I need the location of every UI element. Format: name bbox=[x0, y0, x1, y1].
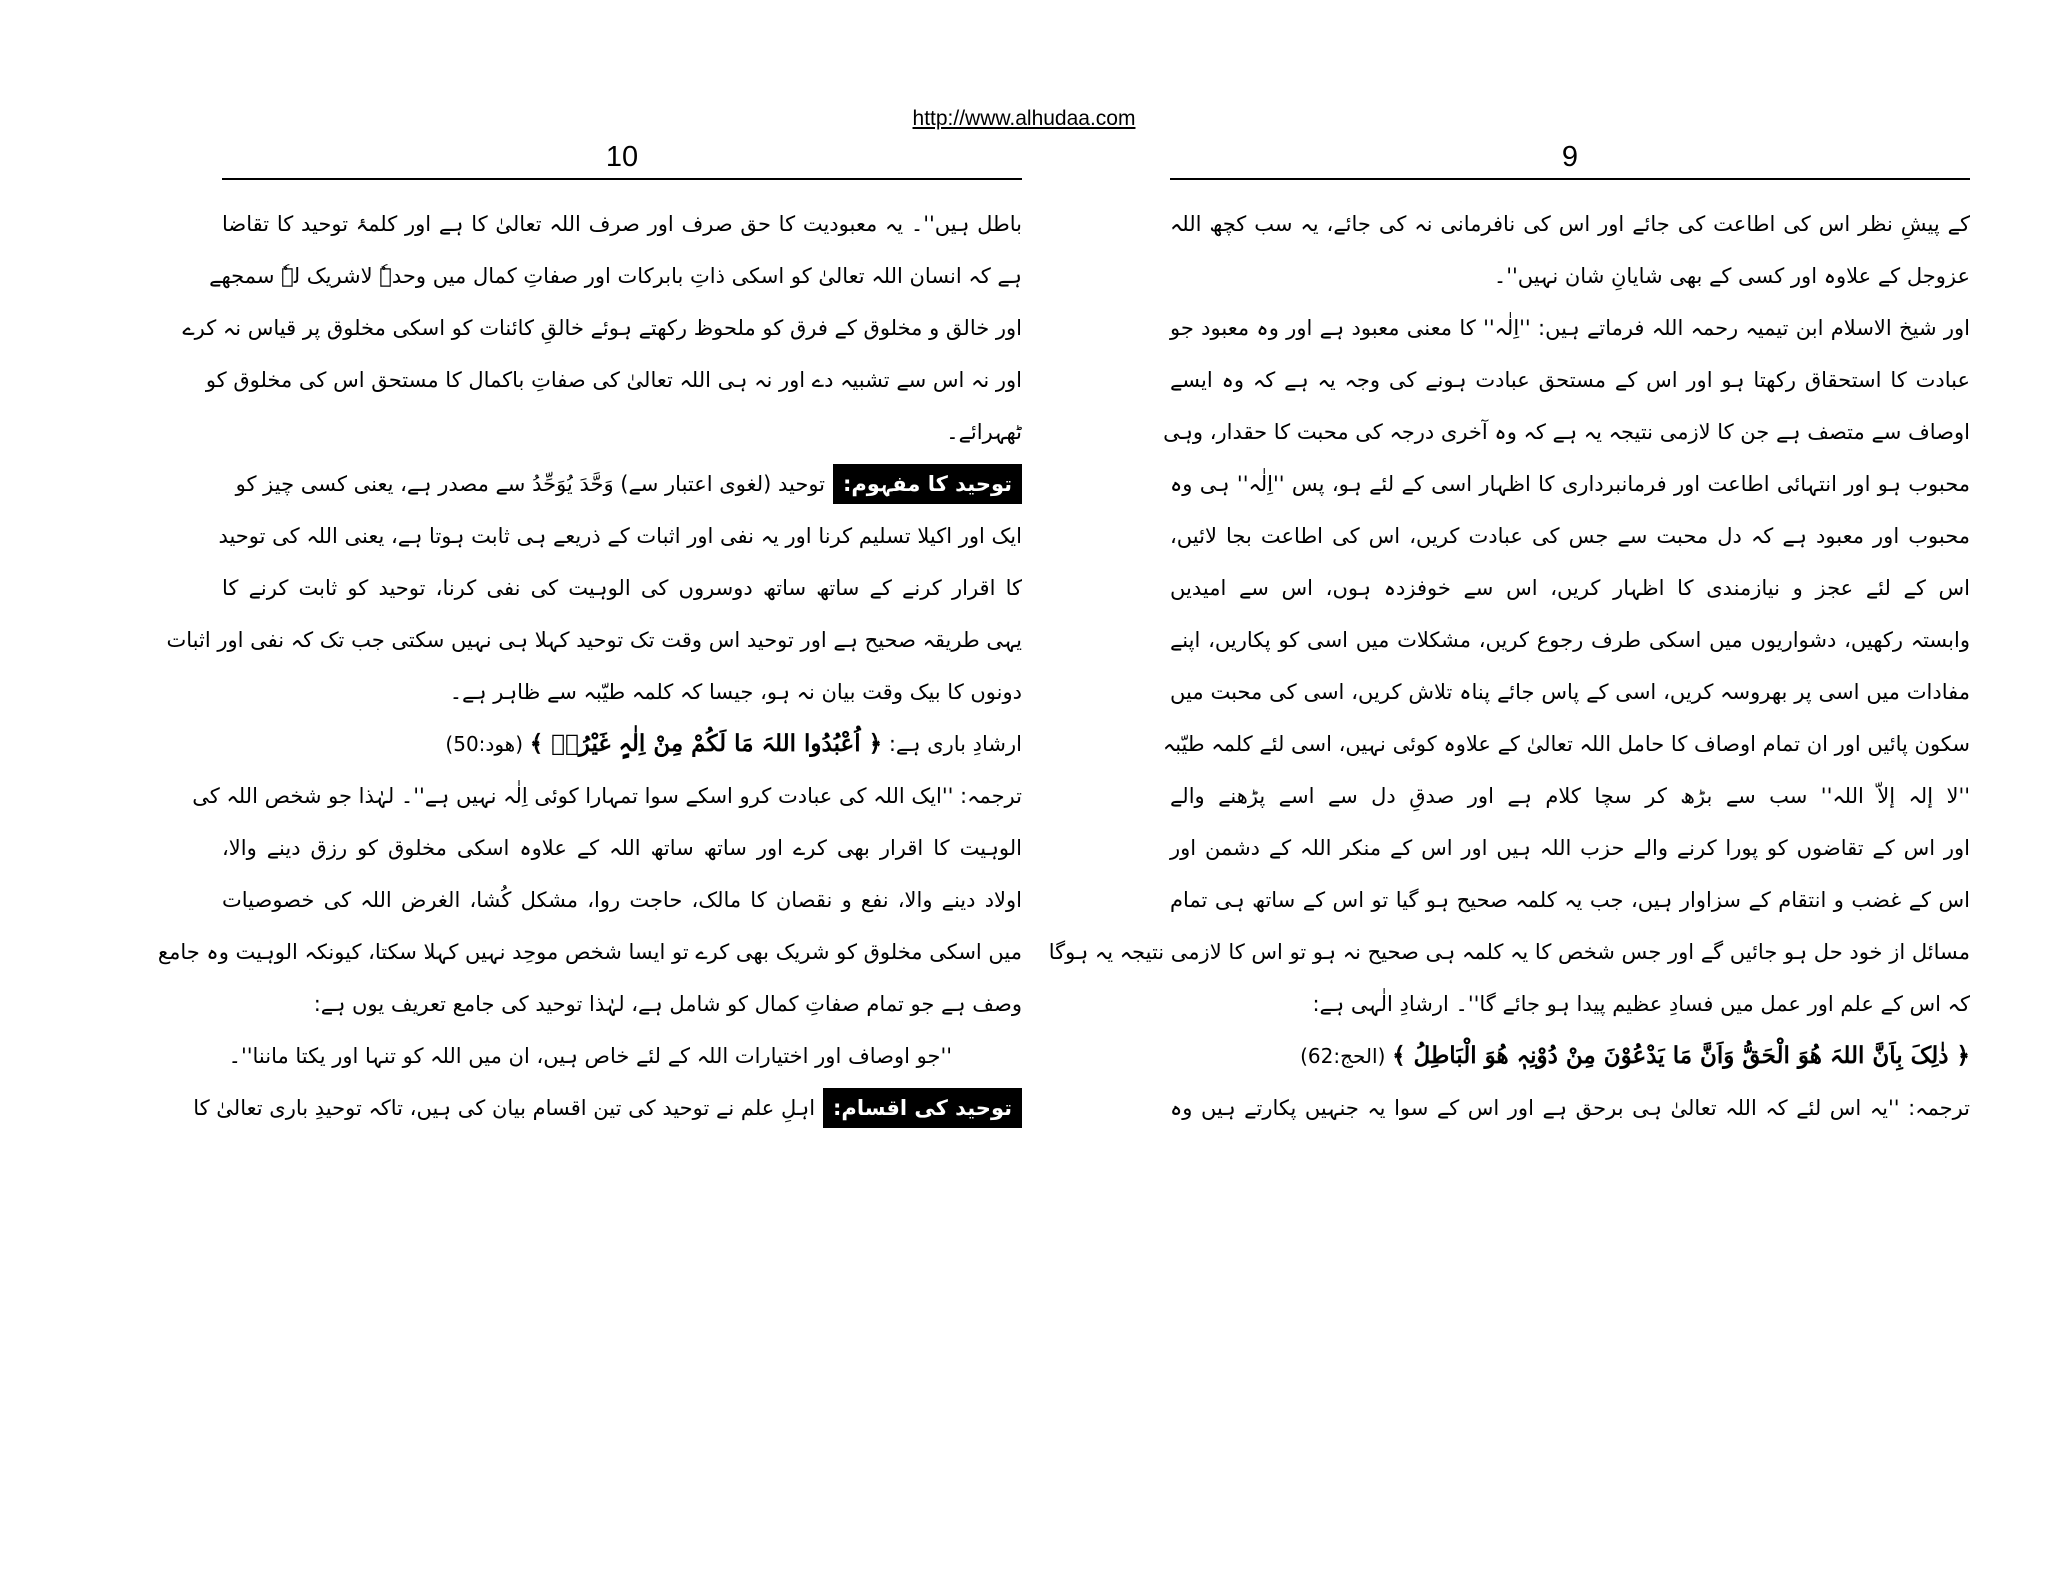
text-line: الوہیت کا اقرار بھی کرے اور ساتھ ساتھ اللہ کے علاوہ اسکی مخلوق کو رزق دینے والا، bbox=[222, 836, 1022, 860]
text-line: ''جو اوصاف اور اختیارات اللہ کے لئے خاص ہیں، ان میں اللہ کو تنہا اور یکتا ماننا''۔ bbox=[228, 1044, 952, 1068]
text-line: ترجمہ: ''یہ اس لئے کہ اللہ تعالیٰ ہی برحق ہے اور اس کے سوا یہ جنہیں پکارتے ہیں وہ bbox=[1170, 1096, 1970, 1120]
meaning-heading: توحید کا مفہوم: bbox=[833, 464, 1022, 504]
source-url-link[interactable]: http://www.alhudaa.com bbox=[912, 107, 1136, 130]
kinds-heading-line bbox=[193, 1082, 1022, 1134]
page-number: 10 bbox=[605, 141, 639, 173]
text-line: سکون پائیں اور ان تمام اوصاف کا حامل اللہ تعالیٰ کے علاوہ کوئی نہیں، اسی لئے کلمہ طیّبہ bbox=[1162, 732, 1970, 756]
text-line: میں اسکی مخلوق کو شریک بھی کرے تو ایسا شخص موحِد نہیں کہلا سکتا، کیونکہ الوہیت وہ جامع bbox=[157, 940, 1022, 964]
text-line: یہی طریقہ صحیح ہے اور توحید اس وقت تک توحید کہلا ہی نہیں سکتی جب تک کہ نفی اور اثبات bbox=[166, 628, 1022, 652]
text-line: اوصاف سے متصف ہے جن کا لازمی نتیجہ یہ ہے کہ وہ آخری درجہ کی محبت کا حقدار، وہی bbox=[1163, 420, 1970, 444]
verse-intro: ارشادِ باری ہے: bbox=[888, 732, 1022, 756]
text-line: وصف ہے جو تمام صفاتِ کمال کو شامل ہے، لہٰذا توحید کی جامع تعریف یوں ہے: bbox=[313, 992, 1022, 1016]
header-rule bbox=[222, 178, 1022, 180]
text-line: کے پیشِ نظر اس کی اطاعت کی جائے اور اس کی نافرمانی نہ کی جائے، یہ سب کچھ اللہ bbox=[1170, 212, 1970, 236]
text-line: محبوب ہو اور انتہائی اطاعت اور فرمانبرداری کا اظہار اسی کے لئے ہو، پس ''اِلٰہ'' ہی وہ bbox=[1170, 472, 1970, 496]
left-page-body bbox=[157, 198, 1022, 1134]
meaning-heading-line bbox=[222, 458, 1022, 510]
text-line: اس کے لئے عجز و نیازمندی کا اظہار کریں، اس سے خوفزدہ ہوں، اس سے امیدیں bbox=[1170, 576, 1970, 600]
verse-reference: (ھود:50) bbox=[445, 732, 523, 756]
kinds-heading: توحید کی اقسام: bbox=[823, 1088, 1022, 1128]
text-line: وابستہ رکھیں، دشواریوں میں اسکی طرف رجوع کریں، مشکلات میں اسی کو پکاریں، اپنے bbox=[1170, 628, 1970, 652]
text-line: اور اس کے تقاضوں کو پورا کرنے والے حزب اللہ ہیں اور اس کے منکر اللہ کے دشمن اور bbox=[1170, 836, 1970, 860]
verse-line bbox=[1170, 1030, 1970, 1082]
text-line: ہے کہ انسان اللہ تعالیٰ کو اسکی ذاتِ بابرکات اور صفاتِ کمال میں وحدہٗ لاشریک لہٗ سمجھے bbox=[209, 264, 1022, 288]
text-line-inline: توحید (لغوی اعتبار سے) وَحَّدَ یُوَحِّدُ سے مصدر ہے، یعنی کسی چیز کو bbox=[235, 472, 826, 496]
text-line: باطل ہیں''۔ یہ معبودیت کا حق صرف اور صرف اللہ تعالیٰ کا ہے اور کلمۂ توحید کا تقاضا bbox=[222, 212, 1022, 236]
text-line: مفادات میں اسی پر بھروسہ کریں، اسی کے پاس جائے پناہ تلاش کریں، اسی کی محبت میں bbox=[1170, 680, 1970, 704]
text-line: عزوجل کے علاوہ اور کسی کے بھی شایانِ شان نہیں''۔ bbox=[1493, 264, 1970, 288]
text-line: اس کے غضب و انتقام کے سزاوار ہیں، جب یہ کلمہ صحیح ہو گیا تو اس کے ساتھ ہی تمام bbox=[1170, 888, 1970, 912]
text-line: کا اقرار کرنے کے ساتھ ساتھ دوسروں کی الوہیت کی نفی کرنا، توحید کو ثابت کرنے کا bbox=[222, 576, 1022, 600]
text-line: مسائل از خود حل ہو جائیں گے اور جس شخص کا یہ کلمہ ہی صحیح نہ ہو تو اس کا لازمی نتیجہ یہ ہوگا bbox=[1048, 940, 1970, 964]
verse-reference: (الحج:62) bbox=[1300, 1044, 1386, 1068]
text-line: اور شیخ الاسلام ابن تیمیہ رحمہ اللہ فرماتے ہیں: ''اِلٰہ'' کا معنی معبود ہے اور وہ معبود جو bbox=[1170, 316, 1970, 340]
quran-verse: ﴿ اُعْبُدُوا اللہَ مَا لَکُمْ مِنْ اِلٰہٍ غَیْرُہٗ ﴾ bbox=[529, 730, 883, 757]
text-line: محبوب اور معبود ہے کہ دل محبت سے جس کی عبادت کریں، اس کی اطاعت بجا لائیں، bbox=[1170, 524, 1970, 548]
text-line: اور خالق و مخلوق کے فرق کو ملحوظ رکھتے ہوئے خالقِ کائنات کو اسکی مخلوق پر قیاس نہ کرے bbox=[182, 316, 1022, 340]
text-line: ایک اور اکیلا تسلیم کرنا اور یہ نفی اور اثبات کے ذریعے ہی ثابت ہوتا ہے، یعنی اللہ کی توحید bbox=[218, 524, 1022, 548]
text-line: کہ اس کے علم اور عمل میں فسادِ عظیم پیدا ہو جائے گا''۔ ارشادِ الٰہی ہے: bbox=[1312, 992, 1970, 1016]
text-line: اور نہ اس سے تشبیہ دے اور نہ ہی اللہ تعالیٰ کی صفاتِ باکمال کا مستحق اس کی مخلوق کو bbox=[205, 368, 1022, 392]
text-line-inline: اہلِ علم نے توحید کی تین اقسام بیان کی ہیں، تاکہ توحیدِ باری تعالیٰ کا bbox=[193, 1096, 816, 1120]
quran-verse: ﴿ ذٰلِکَ بِاَنَّ اللہَ ھُوَ الْحَقُّ وَاَنَّ مَا یَدْعُوْنَ مِنْ دُوْنِہٖ ھُوَ الْبَاطِلُ ﴾ bbox=[1392, 1042, 1970, 1069]
text-line: دونوں کا بیک وقت بیان نہ ہو، جیسا کہ کلمہ طیّبہ سے ظاہر ہے۔ bbox=[449, 680, 1022, 704]
text-line: ٹھہرائے۔ bbox=[946, 420, 1022, 444]
text-line: ''لا إلہ إلاّ اللہ'' سب سے بڑھ کر سچا کلام ہے اور صدقِ دل سے اسے پڑھنے والے bbox=[1170, 784, 1970, 808]
header-rule bbox=[1170, 178, 1970, 180]
text-line: اولاد دینے والا، نفع و نقصان کا مالک، حاجت روا، مشکل کُشا، الغرض اللہ کی خصوصیات bbox=[222, 888, 1022, 912]
left-page bbox=[157, 140, 1022, 1134]
text-line: عبادت کا استحقاق رکھتا ہو اور اس کے مستحق عبادت ہونے کی وجہ یہ ہے کہ وہ ایسے bbox=[1170, 368, 1970, 392]
right-page bbox=[1048, 140, 1970, 1134]
right-page-body bbox=[1048, 198, 1970, 1134]
verse-line bbox=[222, 718, 1022, 770]
page-number: 9 bbox=[1561, 141, 1579, 173]
text-line: ترجمہ: ''ایک اللہ کی عبادت کرو اسکے سوا تمہارا کوئی اِلٰہ نہیں ہے''۔ لہٰذا جو شخص اللہ کی bbox=[192, 784, 1022, 808]
source-url[interactable] bbox=[0, 106, 2048, 132]
